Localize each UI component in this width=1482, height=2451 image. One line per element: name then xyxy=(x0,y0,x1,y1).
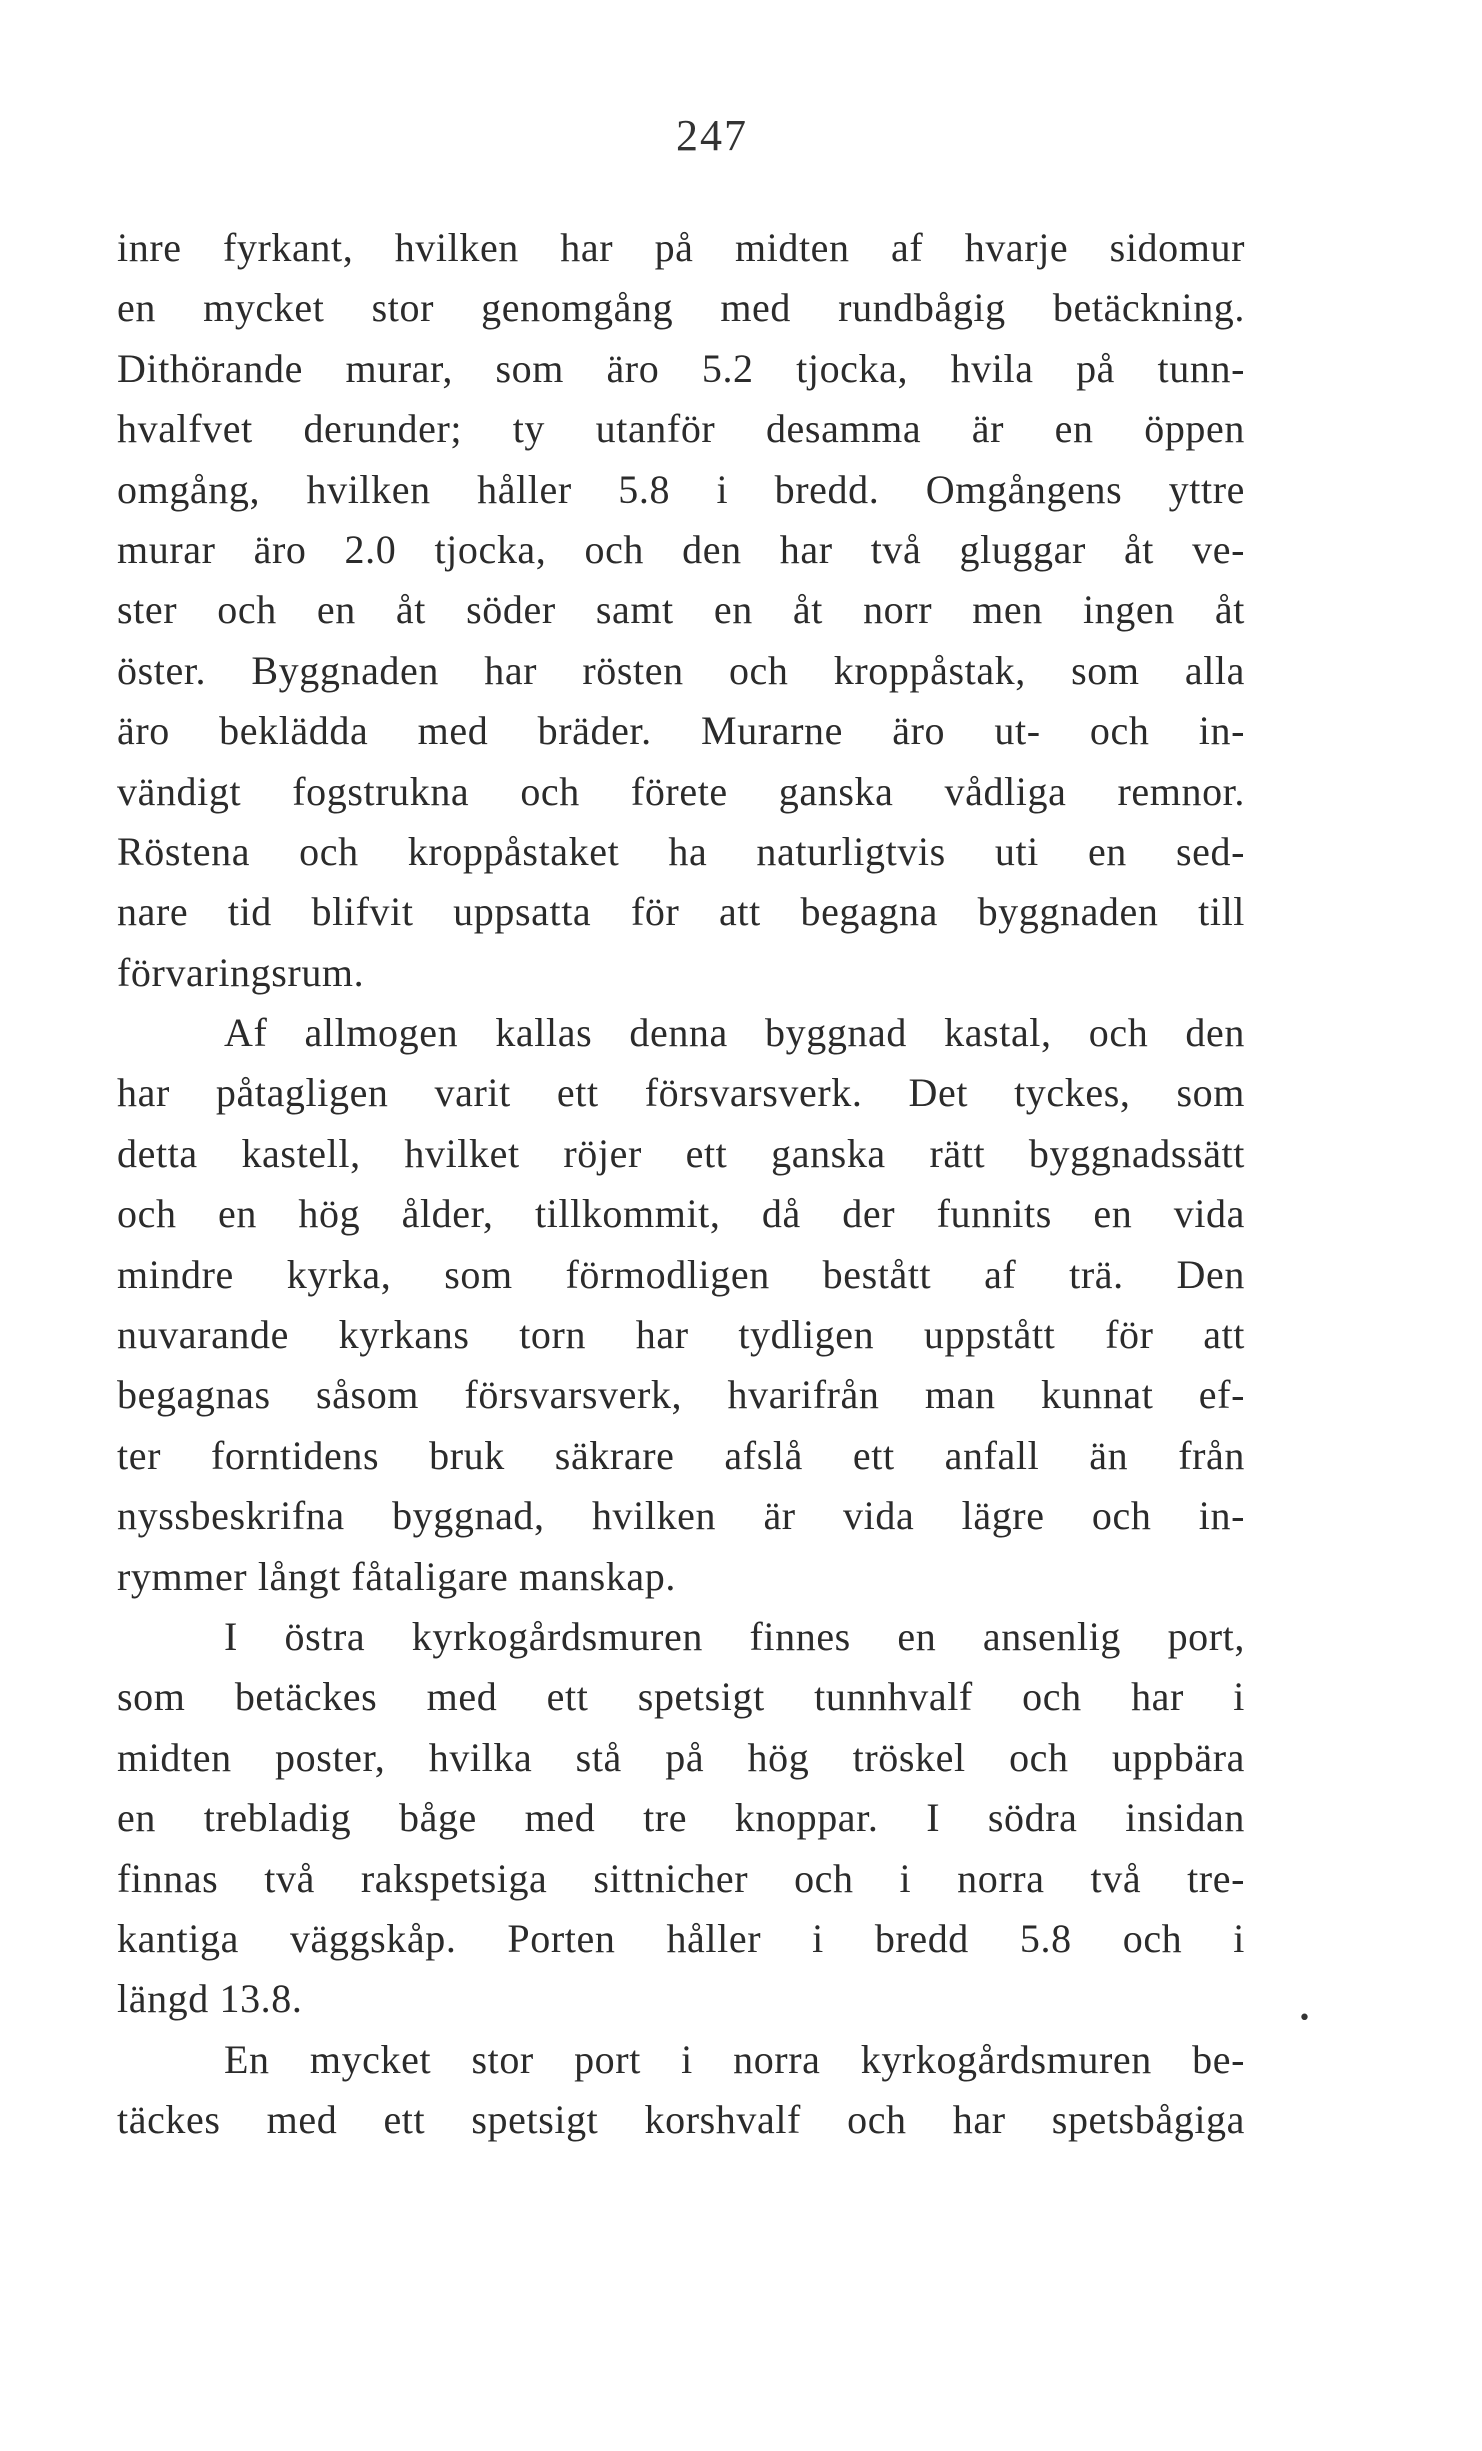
text-line: midten poster, hvilka stå på hög tröskel och uppbära xyxy=(117,1734,1245,1780)
body-text xyxy=(117,218,1245,2151)
text-line: hvalfvet derunder; ty utanför desamma är en öppen xyxy=(117,406,1245,452)
text-line: detta kastell, hvilket röjer ett ganska rätt byggnadssätt xyxy=(117,1130,1245,1176)
text-line: öster. Byggnaden har rösten och kroppåstak, som alla xyxy=(117,647,1245,693)
text-line: har påtagligen varit ett försvarsverk. Det tyckes, som xyxy=(117,1070,1245,1116)
text-line: Dithörande murar, som äro 5.2 tjocka, hvila på tunn- xyxy=(117,345,1245,391)
text-line: omgång, hvilken håller 5.8 i bredd. Omgångens yttre xyxy=(117,466,1245,512)
text-line: inre fyrkant, hvilken har på midten af hvarje sidomur xyxy=(117,225,1245,270)
text-line: nyssbeskrifna byggnad, hvilken är vida lägre och in- xyxy=(117,1493,1245,1539)
text-line: längd 13.8. xyxy=(117,1976,303,2022)
paragraph-start-line: En mycket stor port i norra kyrkogårdsmuren be- xyxy=(224,2036,1245,2082)
text-line: kantiga väggskåp. Porten håller i bredd 5.8 och i xyxy=(117,1915,1245,1961)
text-line: finnas två rakspetsiga sittnicher och i norra två tre- xyxy=(117,1855,1245,1901)
text-line: ster och en åt söder samt en åt norr men ingen åt xyxy=(117,587,1245,633)
text-line: en trebladig båge med tre knoppar. I södra insidan xyxy=(117,1795,1245,1841)
text-line: en mycket stor genomgång med rundbågig betäckning. xyxy=(117,285,1245,331)
text-line: nare tid blifvit uppsatta för att begagna byggnaden till xyxy=(117,889,1245,935)
text-line: och en hög ålder, tillkommit, då der funnits en vida xyxy=(117,1191,1245,1237)
text-line: begagnas såsom försvarsverk, hvarifrån man kunnat ef- xyxy=(117,1372,1245,1418)
text-line: vändigt fogstrukna och förete ganska vådliga remnor. xyxy=(117,768,1245,814)
page-number: 247 xyxy=(676,111,748,160)
text-line: Röstena och kroppåstaket ha naturligtvis uti en sed- xyxy=(117,828,1245,874)
text-line: rymmer långt fåtaligare manskap. xyxy=(117,1553,676,1599)
text-line: murar äro 2.0 tjocka, och den har två gluggar åt ve- xyxy=(117,526,1245,572)
margin-dot-mark: • xyxy=(1298,2006,1311,2031)
paragraph-start-line: I östra kyrkogårdsmuren finnes en ansenlig port, xyxy=(224,1613,1245,1659)
text-line: nuvarande kyrkans torn har tydligen uppstått för att xyxy=(117,1312,1245,1358)
paragraph-start-line: Af allmogen kallas denna byggnad kastal, och den xyxy=(224,1010,1245,1056)
text-line: täckes med ett spetsigt korshvalf och har spetsbågiga xyxy=(117,2097,1245,2143)
text-line: ter forntidens bruk säkrare afslå ett anfall än från xyxy=(117,1432,1245,1478)
text-line: äro beklädda med bräder. Murarne äro ut- och in- xyxy=(117,708,1245,754)
text-line: förvaringsrum. xyxy=(117,949,365,995)
text-line: som betäckes med ett spetsigt tunnhvalf och har i xyxy=(117,1674,1245,1720)
text-line: mindre kyrka, som förmodligen bestått af trä. Den xyxy=(117,1251,1245,1297)
